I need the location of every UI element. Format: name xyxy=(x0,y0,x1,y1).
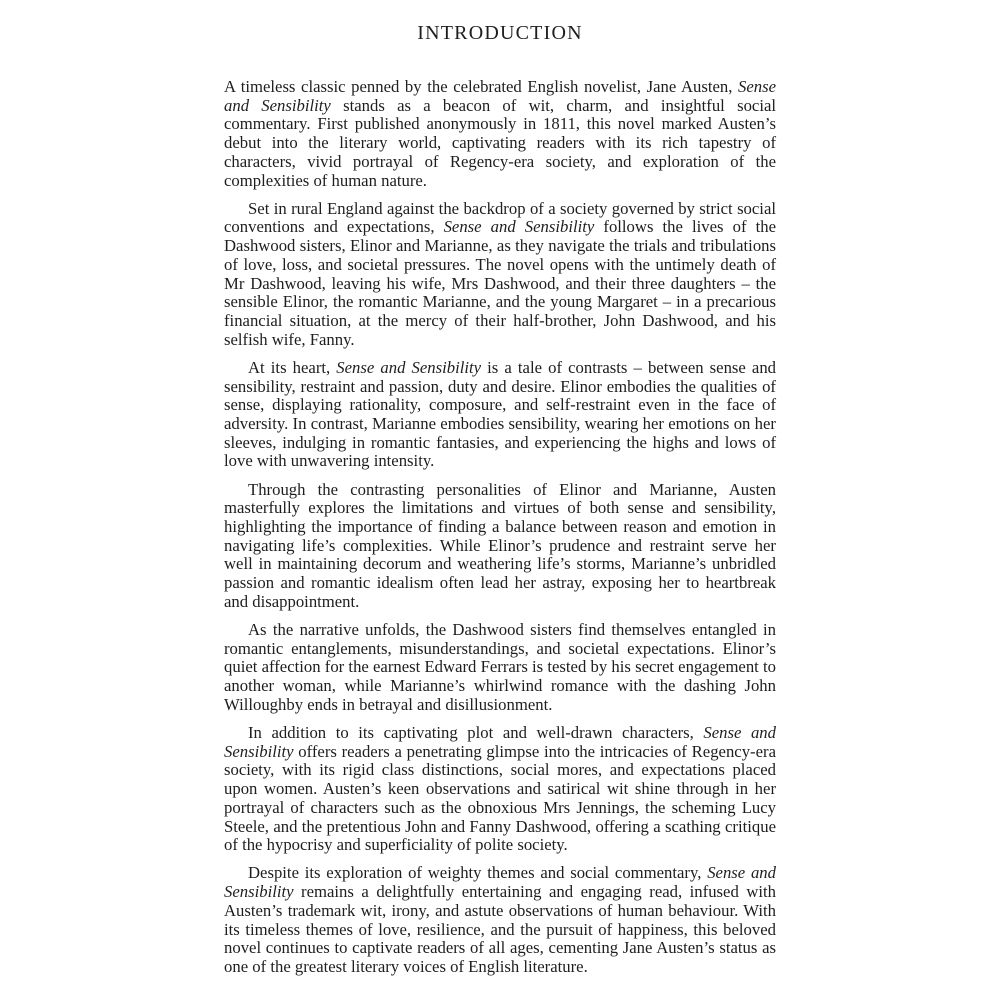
chapter-title: INTRODUCTION xyxy=(417,22,583,44)
paragraph: Despite its exploration of weighty themes and social commentary, Sense and Sensibility remains a delightfully entertaining and engaging read, infused with Austen’s trademark wit, irony, and astute observations of human behaviour. With its timeless themes of love, resilience, and the pursuit of happiness, this beloved novel continues to captivate readers of all ages, cementing Jane Austen’s status as one of the greatest literary voices of English literature. xyxy=(224,863,776,976)
paragraph: At its heart, Sense and Sensibility is a tale of contrasts – between sense and sensibility, restraint and passion, duty and desire. Elinor embodies the qualities of sense, displaying rationality, composure, and self-restraint even in the face of adversity. In contrast, Marianne embodies sensibility, wearing her emotions on her sleeves, indulging in romantic fantasies, and experiencing the highs and lows of love with unwavering intensity. xyxy=(224,357,777,471)
paragraph: Through the contrasting personalities of Elinor and Marianne, Austen masterfully explores the limitations and virtues of both sense and sensibility, highlighting the importance of finding a balance between reason and emotion in navigating life’s complexities. While Elinor’s prudence and restraint serve her well in maintaining decorum and weathering life’s storms, Marianne’s unbridled passion and romantic idealism often lead her astray, exposing her to heartbreak and disappointment. xyxy=(224,479,776,611)
paragraph: As the narrative unfolds, the Dashwood sisters find themselves entangled in romantic entanglements, misunderstandings, and societal expectations. Elinor’s quiet affection for the earnest Edward Ferrars is tested by his secret engagement to another woman, while Marianne’s whirlwind romance with the dashing John Willoughby ends in betrayal and disillusionment. xyxy=(224,619,776,714)
paragraph: Set in rural England against the backdrop of a society governed by strict social conventions and expectations, Sense and Sensibility follows the lives of the Dashwood sisters, Elinor and Marianne, as they navigate the trials and tribulations of love, loss, and societal pressures. The novel opens with the untimely death of Mr Dashwood, leaving his wife, Mrs Dashwood, and their three daughters – the sensible Elinor, the romantic Marianne, and the young Margaret – in a precarious financial situation, at the mercy of their half-brother, John Dashwood, and his selfish wife, Fanny. xyxy=(224,198,776,349)
body-text xyxy=(224,78,776,977)
paragraph: In addition to its captivating plot and well-drawn characters, Sense and Sensibility offers readers a penetrating glimpse into the intricacies of Regency-era society, with its rigid class distinctions, social mores, and expectations placed upon women. Austen’s keen observations and satirical wit shine through in her portrayal of characters such as the obnoxious Mrs Jennings, the scheming Lucy Steele, and the pretentious John and Fanny Dashwood, offering a scathing critique of the hypocrisy and superficiality of polite society. xyxy=(224,723,776,855)
paragraph: A timeless classic penned by the celebrated English novelist, Jane Austen, Sense and Sensibility stands as a beacon of wit, charm, and insightful social commentary. First published anonymously in 1811, this novel marked Austen’s debut into the literary world, captivating readers with its rich tapestry of characters, vivid portrayal of Regency-era society, and exploration of the complexities of human nature. xyxy=(224,77,777,190)
